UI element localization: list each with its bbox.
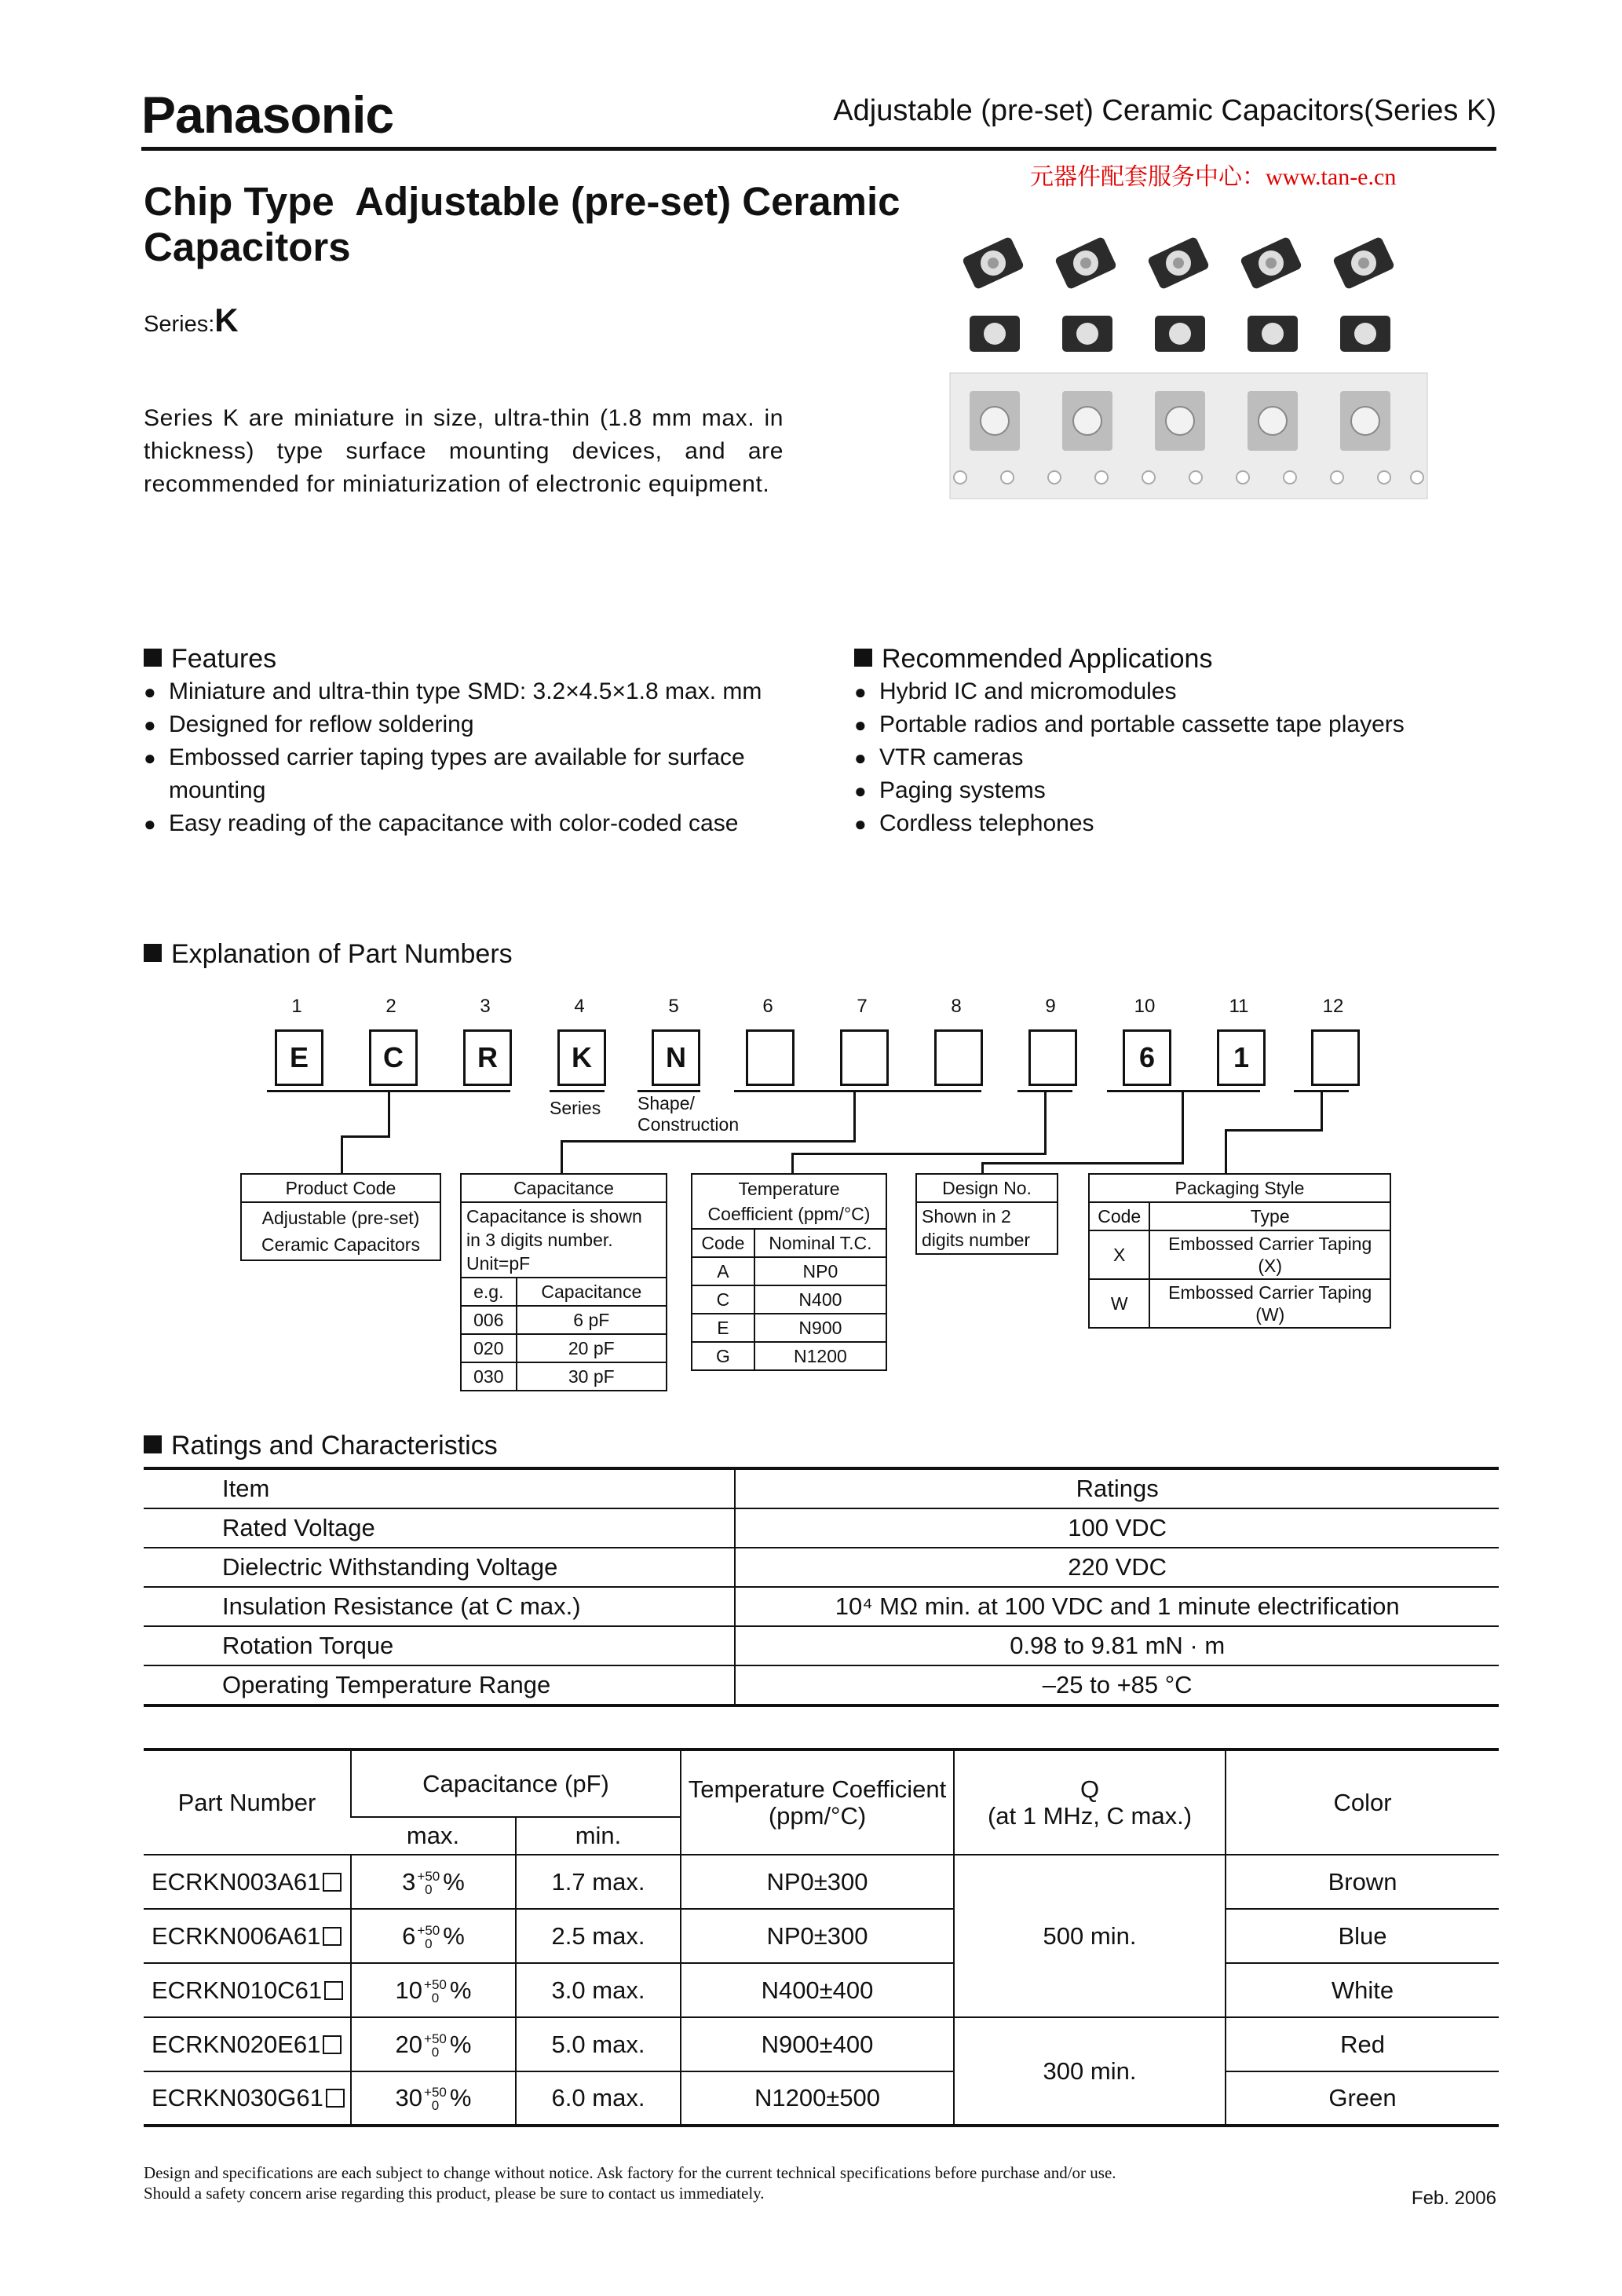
- product-photo: [946, 228, 1431, 510]
- table-header: Part Number: [144, 1749, 351, 1855]
- product-code-title: Product Code: [241, 1174, 440, 1202]
- cell-color: Blue: [1226, 1909, 1499, 1963]
- ratings-heading: Ratings and Characteristics: [144, 1431, 498, 1461]
- cap-max: 10: [395, 1976, 423, 2004]
- list-item: ● Easy reading of the capacitance with color-coded case: [144, 807, 795, 840]
- table-header: Code: [692, 1229, 754, 1257]
- design-no-title: Design No.: [916, 1174, 1058, 1202]
- design-no-table: [915, 1173, 1058, 1255]
- cell-min: 2.5 max.: [516, 1909, 681, 1963]
- connector-line: [561, 1140, 856, 1143]
- table-row: C N400: [692, 1285, 886, 1314]
- header-rule: [141, 147, 1496, 151]
- position-number: 4: [574, 996, 585, 1017]
- document-title: Adjustable (pre-set) Ceramic Capacitors(Series K): [833, 94, 1496, 127]
- cell-tc: N1200±500: [681, 2071, 954, 2126]
- cell-tc: N400±400: [681, 1963, 954, 2017]
- placeholder-box-icon: [323, 1873, 342, 1892]
- cap-max: 30: [395, 2084, 423, 2111]
- table-header: Ratings: [735, 1468, 1499, 1508]
- connector-line: [981, 1162, 984, 1173]
- tolerance: +50 0: [417, 1922, 440, 1951]
- table-header: Capacitance: [517, 1278, 667, 1306]
- table-header: Q (at 1 MHz, C max.): [954, 1749, 1226, 1855]
- table-row: A NP0: [692, 1257, 886, 1285]
- table-row: G N1200: [692, 1342, 886, 1370]
- position-number: 1: [291, 996, 302, 1017]
- code-box: [1311, 1029, 1360, 1086]
- part-number: ECRKN003A61: [152, 1867, 321, 1896]
- square-bullet-icon: [854, 649, 872, 667]
- cell-color: Brown: [1226, 1855, 1499, 1909]
- position-number: 12: [1322, 996, 1344, 1017]
- placeholder-box-icon: [326, 2089, 345, 2108]
- code-box: [746, 1029, 795, 1086]
- connector-line: [561, 1140, 563, 1173]
- position-number: 7: [857, 996, 868, 1017]
- packaging-title: Packaging Style: [1089, 1174, 1390, 1202]
- ratings-table: [144, 1467, 1499, 1707]
- features-heading: Features: [144, 644, 276, 675]
- list-item: ● Cordless telephones: [854, 807, 1482, 840]
- connector-line: [791, 1153, 794, 1173]
- cell-tc: NP0±300: [681, 1909, 954, 1963]
- code-box: 6: [1123, 1029, 1171, 1086]
- connector-line: [341, 1135, 343, 1173]
- table-row: ECRKN006A61 6 $^{+50 0}$ % 2.5 max. NP0±300 Blue: [144, 1909, 1499, 1963]
- table-row: Dielectric Withstanding Voltage 220 VDC: [144, 1548, 1499, 1587]
- series-caption: Series: [550, 1098, 601, 1118]
- code-box: K: [557, 1029, 606, 1086]
- parts-table: [144, 1748, 1499, 2127]
- placeholder-box-icon: [324, 1981, 343, 2000]
- square-bullet-icon: [144, 944, 162, 962]
- position-number: 5: [668, 996, 679, 1017]
- panasonic-logo: Panasonic: [141, 86, 394, 144]
- table-row: E N900: [692, 1314, 886, 1342]
- connector-line: [853, 1091, 856, 1142]
- table-header: min.: [516, 1817, 681, 1855]
- code-box: C: [369, 1029, 418, 1086]
- cell-min: 5.0 max.: [516, 2017, 681, 2071]
- temperature-coefficient-table: [691, 1173, 887, 1371]
- placeholder-box-icon: [323, 1927, 342, 1946]
- placeholder-box-icon: [323, 2035, 342, 2054]
- list-item: ● Portable radios and portable cassette tape players: [854, 708, 1482, 741]
- code-box: 1: [1217, 1029, 1266, 1086]
- table-header: Temperature Coefficient (ppm/°C): [681, 1749, 954, 1855]
- list-item: ● Miniature and ultra-thin type SMD: 3.2×4.5×1.8 max. mm: [144, 675, 795, 708]
- series-label-text: Series:: [144, 312, 215, 337]
- connector-line: [1321, 1091, 1323, 1131]
- list-item: ● Hybrid IC and micromodules: [854, 675, 1482, 708]
- table-row: ECRKN003A61 3 $^{+50 0}$ % 1.7 max. NP0±300 500 min. Brown: [144, 1855, 1499, 1909]
- temp-coeff-title: Temperature Coefficient (ppm/°C): [692, 1174, 886, 1229]
- tolerance: +50 0: [424, 2031, 447, 2060]
- table-row: 020 20 pF: [461, 1334, 667, 1362]
- underline-shape: [637, 1090, 700, 1092]
- applications-list: [854, 675, 1482, 840]
- capacitance-desc: Capacitance is shown in 3 digits number. Unit=pF: [461, 1202, 667, 1278]
- connector-line: [981, 1162, 1184, 1164]
- product-code-table: [240, 1173, 441, 1261]
- code-box: N: [652, 1029, 700, 1086]
- square-bullet-icon: [144, 649, 162, 667]
- cell-q: 300 min.: [954, 2017, 1226, 2126]
- footer-disclaimer: Design and specifications are each subject to change without notice. Ask factory for the current technical specifications before purchase and/or use. Should a safety concern arise regarding this product, please be sure to contact us immediately.: [144, 2163, 1116, 2203]
- applications-heading: Recommended Applications: [854, 644, 1212, 675]
- capacitance-table: [460, 1173, 667, 1391]
- cell-color: White: [1226, 1963, 1499, 2017]
- list-item: ● Embossed carrier taping types are available for surface mounting: [144, 741, 795, 807]
- connector-line: [1044, 1091, 1047, 1154]
- table-row: 030 30 pF: [461, 1362, 667, 1391]
- connector-line: [1225, 1129, 1323, 1132]
- table-header: max.: [351, 1817, 516, 1855]
- cell-color: Green: [1226, 2071, 1499, 2126]
- table-row: Insulation Resistance (at C max.) 10⁴ MΩ min. at 100 VDC and 1 minute electrification: [144, 1587, 1499, 1626]
- intro-text: Series K are miniature in size, ultra-thin (1.8 mm max. in thickness) type surface mounting devices, and are recommended for miniaturization of electronic equipment.: [144, 405, 784, 497]
- cell-tc: NP0±300: [681, 1855, 954, 1909]
- list-item: ● VTR cameras: [854, 741, 1482, 774]
- table-header: Capacitance (pF): [351, 1749, 681, 1817]
- table-row: Operating Temperature Range –25 to +85 °C: [144, 1665, 1499, 1706]
- table-header: Color: [1226, 1749, 1499, 1855]
- part-numbers-heading: Explanation of Part Numbers: [144, 939, 513, 970]
- table-row: 006 6 pF: [461, 1306, 667, 1334]
- distributor-link[interactable]: 元器件配套服务中心：www.tan-e.cn: [1030, 164, 1397, 190]
- tolerance: +50 0: [424, 1976, 447, 2005]
- table-header: Nominal T.C.: [754, 1229, 886, 1257]
- cap-max: 20: [395, 2030, 423, 2058]
- part-number: ECRKN020E61: [152, 2030, 321, 2058]
- connector-line: [388, 1091, 390, 1137]
- cap-max: 6: [402, 1921, 416, 1950]
- page-title: [144, 179, 968, 270]
- underline-capacitance: [734, 1090, 981, 1092]
- code-box: [934, 1029, 983, 1086]
- underline-series: [550, 1090, 605, 1092]
- table-header: Type: [1149, 1202, 1390, 1230]
- position-number: 6: [762, 996, 773, 1017]
- design-no-desc: Shown in 2 digits number: [916, 1202, 1058, 1254]
- part-number: ECRKN006A61: [152, 1921, 321, 1950]
- table-header: e.g.: [461, 1278, 517, 1306]
- cell-min: 1.7 max.: [516, 1855, 681, 1909]
- product-code-desc: Adjustable (pre-set) Ceramic Capacitors: [241, 1202, 440, 1260]
- position-number: 10: [1134, 996, 1156, 1017]
- code-box: [840, 1029, 889, 1086]
- capacitance-title: Capacitance: [461, 1174, 667, 1202]
- connector-line: [1225, 1129, 1227, 1173]
- cell-q: 500 min.: [954, 1855, 1226, 2017]
- position-number: 11: [1229, 996, 1249, 1017]
- cell-min: 3.0 max.: [516, 1963, 681, 2017]
- position-number: 3: [480, 996, 491, 1017]
- tolerance: +50 0: [424, 2085, 447, 2113]
- code-box: [1028, 1029, 1077, 1086]
- table-row: ECRKN030G61 30 $^{+50 0}$ % 6.0 max. N1200±500 Green: [144, 2071, 1499, 2126]
- cell-tc: N900±400: [681, 2017, 954, 2071]
- part-number: ECRKN010C61: [152, 1976, 323, 2004]
- code-box: E: [275, 1029, 323, 1086]
- page-title-line1: Chip Type Adjustable (pre-set) Ceramic: [144, 179, 901, 224]
- position-number: 8: [951, 996, 962, 1017]
- part-number: ECRKN030G61: [152, 2084, 323, 2111]
- shape-caption: Shape/ Construction: [637, 1093, 740, 1135]
- features-list: [144, 675, 795, 840]
- connector-line: [341, 1135, 390, 1138]
- series-value: K: [214, 302, 239, 338]
- tolerance: +50 0: [417, 1868, 440, 1897]
- position-number: 2: [385, 996, 396, 1017]
- table-header: Item: [222, 1475, 270, 1502]
- position-number: 9: [1045, 996, 1056, 1017]
- table-row: W Embossed Carrier Taping (W): [1089, 1279, 1390, 1328]
- page-title-line2: Capacitors: [144, 225, 351, 269]
- series-label: [144, 302, 239, 339]
- table-row: X Embossed Carrier Taping (X): [1089, 1230, 1390, 1279]
- cap-max: 3: [402, 1867, 416, 1896]
- square-bullet-icon: [144, 1435, 162, 1453]
- cell-min: 6.0 max.: [516, 2071, 681, 2126]
- list-item: ● Designed for reflow soldering: [144, 708, 795, 741]
- table-row: ECRKN010C61 10 $^{+50 0}$ % 3.0 max. N400±400 White: [144, 1963, 1499, 2017]
- cell-color: Red: [1226, 2017, 1499, 2071]
- code-box: R: [463, 1029, 512, 1086]
- list-item: ● Paging systems: [854, 774, 1482, 807]
- table-row: Rotation Torque 0.98 to 9.81 mN · m: [144, 1626, 1499, 1665]
- publication-date: Feb. 2006: [1411, 2188, 1496, 2209]
- packaging-style-table: [1088, 1173, 1391, 1329]
- connector-line: [1182, 1091, 1184, 1164]
- table-row: ECRKN020E61 20 $^{+50 0}$ % 5.0 max. N900±400 300 min. Red: [144, 2017, 1499, 2071]
- table-row: Rated Voltage 100 VDC: [144, 1508, 1499, 1548]
- connector-line: [791, 1153, 1047, 1155]
- table-header: Code: [1089, 1202, 1149, 1230]
